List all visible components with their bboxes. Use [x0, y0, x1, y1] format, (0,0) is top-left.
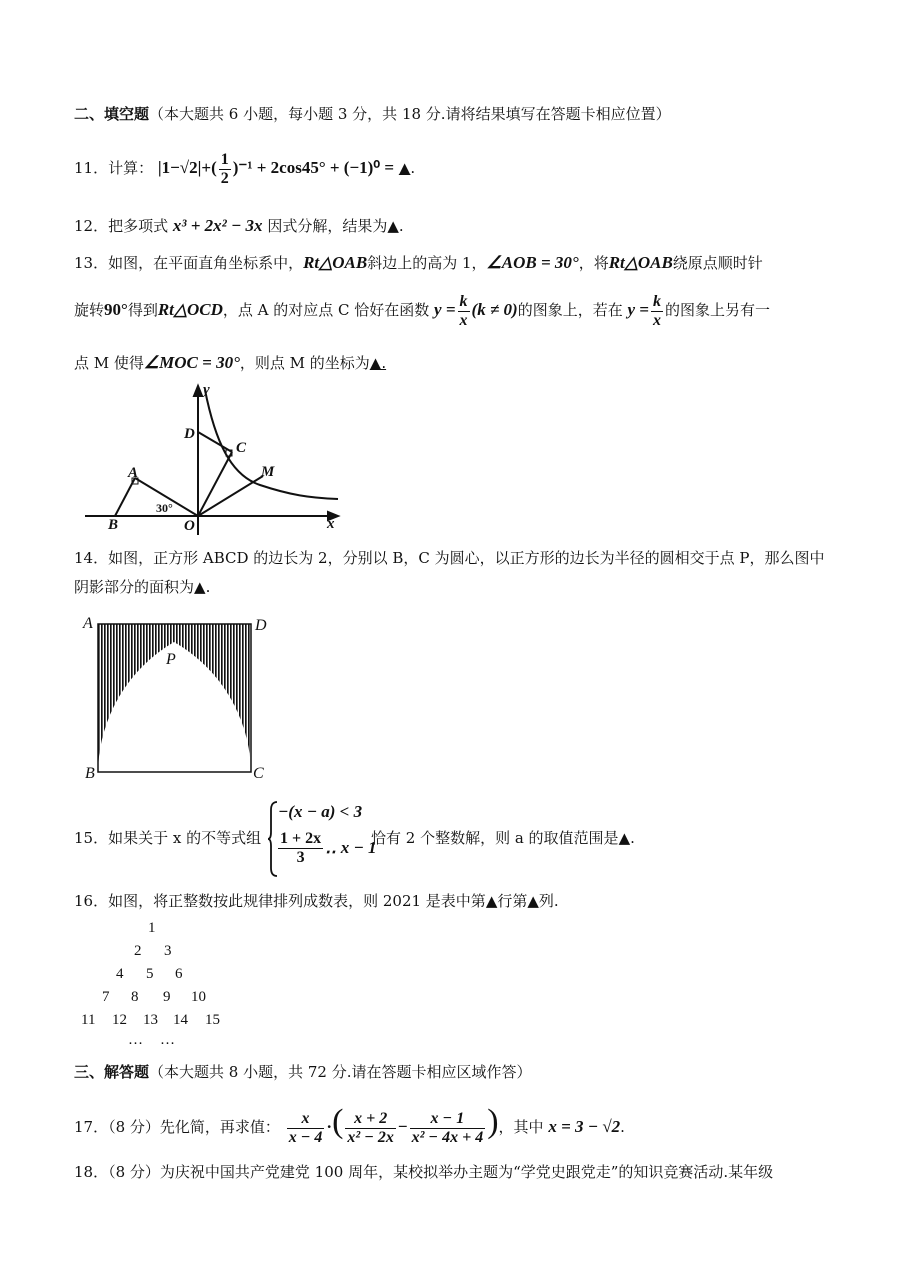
section-2-note: （本大题共 6 小题，每小题 3 分，共 18 分.请将结果填写在答题卡相应位置） — [149, 105, 671, 123]
q13-text-a: 13．如图，在平面直角坐标系中， — [74, 254, 304, 272]
table-cell: 11 — [81, 1012, 96, 1028]
table-ellipsis: … — [160, 1032, 175, 1048]
q15-row-1 — [278, 802, 362, 822]
q15-frac — [278, 830, 323, 867]
q12-number: 12．把多项式 — [74, 217, 169, 235]
q11-expr-a: |1−√2|+( — [157, 158, 217, 177]
table-cell: 9 — [163, 989, 171, 1005]
q17-end: . — [620, 1118, 625, 1136]
q11-answer-blank: ▲ — [398, 159, 411, 177]
question-14-line-2 — [74, 577, 210, 597]
q18-text: 18．（8 分）为庆祝中国共产党建党 100 周年，某校拟举办主题为“学党史跟党走”的知识竞赛活动.某年级 — [74, 1163, 774, 1181]
table-cell: 14 — [173, 1012, 188, 1028]
q13-text-c: ，将 — [578, 254, 609, 272]
question-12 — [74, 216, 404, 236]
label-d: D — [255, 617, 267, 634]
question-16 — [74, 891, 559, 911]
q12-text: 因式分解，结果为 — [267, 217, 388, 235]
question-13-line-2 — [74, 288, 770, 332]
q13-frac-1-num: k — [459, 292, 468, 310]
q15-text: 15．如果关于 x 的不等式组 — [74, 829, 262, 847]
q17-text: 17．（8 分）先化简，再求值： — [74, 1118, 280, 1136]
q17-frac-2-den: x² − 2x — [347, 1128, 394, 1146]
section-3-heading — [74, 1062, 532, 1082]
question-11 — [74, 148, 415, 188]
q12-answer-blank: ▲ — [387, 217, 399, 235]
q13-text-b: 斜边上的高为 1， — [367, 254, 487, 272]
table-cell: 7 — [102, 989, 110, 1005]
q12-expr: x³ + 2x² − 3x — [172, 216, 263, 235]
q13-func-y-1: y = — [434, 300, 456, 319]
label-d: D — [184, 426, 195, 442]
q13-frac-2-den: x — [652, 311, 661, 329]
section-3-note: （本大题共 8 小题，共 72 分.请在答题卡相应区域作答） — [149, 1063, 532, 1081]
q17-rest-text: ，其中 — [498, 1118, 544, 1136]
question-13-line-1 — [74, 253, 763, 273]
q15-row-2 — [276, 830, 377, 867]
q11-fraction — [219, 151, 231, 188]
section-2-heading — [74, 104, 671, 124]
table-cell: 1 — [148, 920, 156, 936]
q13-func-y-2: y = — [627, 300, 649, 319]
label-c: C — [253, 765, 264, 782]
q14-text-2: 阴影部分的面积为 — [74, 578, 195, 596]
question-15-rest — [371, 828, 635, 848]
q17-frac-2-num: x + 2 — [354, 1109, 388, 1127]
q15-frac-num: 1 + 2x — [280, 830, 322, 847]
label-x: x — [327, 516, 335, 532]
question-17 — [74, 1098, 625, 1146]
q13-text-e: 旋转 — [74, 301, 105, 319]
q13-frac-2-num: k — [652, 292, 661, 310]
q16-text-c: 列. — [538, 892, 559, 910]
q17-value: x = 3 − √2 — [548, 1117, 621, 1136]
q17-frac-3 — [410, 1110, 486, 1147]
question-13-line-3 — [74, 353, 386, 373]
table-cell: 15 — [205, 1012, 220, 1028]
q13-condition: (k ≠ 0) — [471, 300, 518, 319]
q15-end: . — [630, 829, 635, 847]
shaded-region-left — [98, 624, 185, 772]
q15-inequality-system — [268, 800, 378, 880]
q16-text-b: 行第 — [497, 892, 528, 910]
q11-frac-num: 1 — [220, 150, 229, 168]
label-o: O — [184, 518, 195, 534]
label-a: A — [128, 465, 139, 481]
q16-text-a: 16．如图，将正整数按此规律排列成数表，则 2021 是表中第 — [74, 892, 486, 910]
q13-expr-3: Rt△OAB — [608, 253, 673, 272]
q11-number: 11．计算： — [74, 159, 154, 177]
q14-end: . — [205, 578, 211, 596]
q13-expr-1: Rt△OAB — [303, 253, 368, 272]
q14-text-1: 14．如图，正方形 ABCD 的边长为 2，分别以 B，C 为圆心，以正方形的边长为半径的圆相交于点 P，那么图中 — [74, 549, 825, 567]
hyperbola-curve — [205, 390, 338, 499]
q15-frac-den: 3 — [278, 848, 323, 867]
table-ellipsis: … — [128, 1032, 143, 1048]
q13-coordinate-figure — [80, 380, 350, 538]
q15-answer-blank: ▲ — [618, 829, 631, 847]
label-m: M — [261, 464, 275, 480]
q11-frac-den: 2 — [220, 169, 229, 187]
q13-text-h: 的图象上，若在 — [517, 301, 623, 319]
table-cell: 5 — [146, 966, 154, 982]
q13-text-g: ，点 A 的对应点 C 恰好在函数 — [222, 301, 430, 319]
q13-text-k: ，则点 M 的坐标为 — [239, 354, 370, 372]
q17-frac-3-den: x² − 4x + 4 — [411, 1128, 484, 1146]
q13-frac-2 — [651, 293, 663, 330]
table-cell: 3 — [164, 943, 172, 959]
left-paren: ( — [332, 1103, 344, 1140]
question-18 — [74, 1162, 773, 1182]
question-14-line-1 — [74, 548, 824, 568]
q13-expr-5: Rt△OCD — [157, 300, 223, 319]
table-cell: 13 — [143, 1012, 158, 1028]
q15-row-2-text: ‥ x − 1 — [325, 838, 377, 857]
question-15-number — [74, 828, 261, 848]
q11-end: . — [410, 159, 416, 177]
label-b: B — [85, 765, 95, 782]
q16-answer-blank-2: ▲ — [527, 892, 539, 910]
q17-frac-1 — [287, 1110, 325, 1147]
shaded-region-right — [164, 624, 252, 772]
table-cell: 8 — [131, 989, 139, 1005]
q13-expr-2: ∠AOB = 30° — [486, 253, 579, 272]
q12-end: . — [398, 217, 404, 235]
label-y: y — [203, 382, 210, 398]
q14-square-figure — [80, 610, 280, 785]
q11-expr-b: )⁻¹ + 2cos45° + (−1)⁰ = — [232, 158, 395, 177]
q15-rest-text: 恰有 2 个整数解，则 a 的取值范围是 — [371, 829, 619, 847]
table-cell: 4 — [116, 966, 124, 982]
number-triangle-table — [78, 918, 248, 1054]
section-3-title: 三、解答题 — [74, 1063, 150, 1081]
q13-frac-1 — [458, 293, 470, 330]
q17-frac-2 — [345, 1110, 396, 1147]
q17-frac-3-num: x − 1 — [430, 1109, 465, 1127]
q16-answer-blank-1: ▲ — [485, 892, 498, 910]
y-axis-arrow — [194, 386, 202, 396]
table-cell: 10 — [191, 989, 206, 1005]
q13-text-i: 的图象上另有一 — [664, 301, 770, 319]
table-cell: 6 — [175, 966, 183, 982]
q17-frac-1-den: x − 4 — [288, 1128, 323, 1146]
section-2-title: 二、填空题 — [74, 105, 150, 123]
q13-text-j: 点 M 使得 — [74, 354, 144, 372]
right-paren: ) — [487, 1103, 499, 1140]
label-p: P — [166, 651, 176, 668]
q13-text-f: 得到 — [127, 301, 158, 319]
label-angle: 30° — [156, 501, 173, 515]
q15-row-1-text: −(x − a) < 3 — [278, 802, 363, 821]
q13-answer-blank: ▲. — [369, 354, 387, 372]
table-cell: 2 — [134, 943, 142, 959]
segment-dc — [198, 432, 232, 452]
q14-answer-blank: ▲ — [194, 578, 206, 596]
q13-expr-6: ∠MOC = 30° — [143, 353, 240, 372]
q13-expr-4: 90° — [104, 300, 128, 319]
q17-dot: · — [326, 1117, 333, 1136]
q13-frac-1-den: x — [459, 311, 468, 329]
q17-frac-1-num: x — [301, 1109, 310, 1127]
label-c: C — [236, 440, 247, 456]
q13-text-d: 绕原点顺时针 — [672, 254, 763, 272]
table-cell: 12 — [112, 1012, 127, 1028]
q17-minus: − — [397, 1117, 408, 1136]
label-b: B — [108, 517, 119, 533]
label-a: A — [83, 615, 93, 632]
